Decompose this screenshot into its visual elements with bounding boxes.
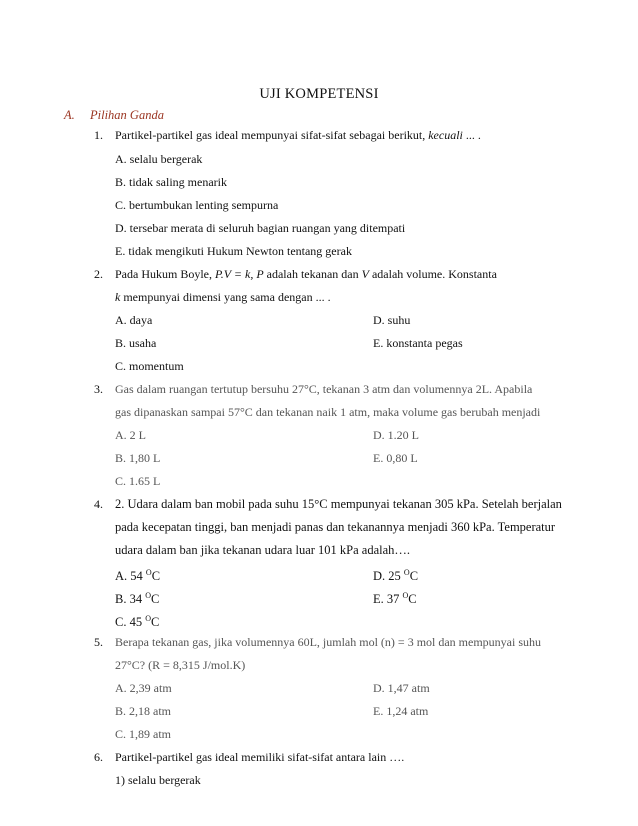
option-value: E. 37 <box>373 592 403 606</box>
option-d: D. tersebar merata di seluruh bagian ruangan yang ditempati <box>115 221 406 235</box>
question-stem-line-2: pada kecepatan tinggi, ban menjadi panas dan tekanannya menjadi 360 kPa. Temperatur <box>115 520 556 534</box>
option-a: A. daya <box>115 313 153 327</box>
question-stem-line-3: udara dalam ban jika tekanan udara luar 101 kPa adalah…. <box>115 543 411 557</box>
option-a: A. 2 L <box>115 428 146 442</box>
question-stem: Partikel-partikel gas ideal memiliki sifat-sifat antara lain …. <box>115 750 405 764</box>
degree-symbol: O <box>402 591 409 600</box>
degree-symbol: O <box>145 614 151 623</box>
option-b <box>115 589 159 606</box>
option-e: E. 0,80 L <box>373 451 418 465</box>
option-b: B. 1,80 L <box>115 451 161 465</box>
question-number: 6. <box>94 750 103 764</box>
stem-text: mempunyai dimensi yang sama dengan ... . <box>120 290 331 304</box>
question-number: 4. <box>94 497 103 511</box>
option-unit: C <box>408 592 417 606</box>
option-value: C. 45 <box>115 615 146 629</box>
option-d: D. suhu <box>373 313 411 327</box>
option-e <box>373 589 417 606</box>
page-title: UJI KOMPETENSI <box>259 86 379 102</box>
option-c: C. 1,89 atm <box>115 727 171 741</box>
question-stem-line-2 <box>115 290 331 304</box>
option-a: A. selalu bergerak <box>115 152 203 166</box>
stem-formula: P.V = k, P <box>215 267 264 281</box>
question-stem <box>115 128 481 142</box>
option-unit: C <box>151 592 160 606</box>
option-b: B. usaha <box>115 336 157 350</box>
option-e: E. tidak mengikuti Hukum Newton tentang gerak <box>115 244 352 258</box>
question-stem-line-2: 27°C? (R = 8,315 J/mol.K) <box>115 658 246 672</box>
degree-symbol: O <box>145 568 152 577</box>
statement-1: 1) selalu bergerak <box>115 773 201 787</box>
question-stem: Berapa tekanan gas, jika volumennya 60L, jumlah mol (n) = 3 mol dan mempunyai suhu <box>115 635 542 649</box>
option-a <box>115 566 160 583</box>
option-e: E. konstanta pegas <box>373 336 463 350</box>
option-d <box>373 566 418 583</box>
question-stem <box>115 267 497 281</box>
option-unit: C <box>151 615 160 629</box>
stem-variable: V <box>361 267 369 281</box>
option-value: B. 34 <box>115 592 146 606</box>
option-unit: C <box>409 569 419 583</box>
degree-symbol: O <box>145 591 151 600</box>
option-c <box>115 612 159 629</box>
option-c: C. momentum <box>115 359 184 373</box>
option-e: E. 1,24 atm <box>373 704 429 718</box>
option-b: B. tidak saling menarik <box>115 175 227 189</box>
question-stem: 2. Udara dalam ban mobil pada suhu 15°C mempunyai tekanan 305 kPa. Setelah berjalan <box>115 497 562 511</box>
stem-emphasis: kecuali <box>428 128 463 142</box>
option-unit: C <box>151 569 161 583</box>
option-d: D. 1,47 atm <box>373 681 430 695</box>
option-value: D. 25 <box>373 569 404 583</box>
stem-text: Partikel-partikel gas ideal mempunyai sifat-sifat sebagai berikut, <box>115 128 429 142</box>
option-a: A. 2,39 atm <box>115 681 172 695</box>
stem-variable: k <box>115 290 121 304</box>
stem-text: ... . <box>462 128 481 142</box>
question-stem: Gas dalam ruangan tertutup bersuhu 27°C, tekanan 3 atm dan volumennya 2L. Apabila <box>115 382 533 396</box>
option-d: D. 1.20 L <box>373 428 419 442</box>
option-b: B. 2,18 atm <box>115 704 171 718</box>
option-c: C. 1.65 L <box>115 474 161 488</box>
section-letter: A. <box>64 108 75 122</box>
stem-text: adalah volume. Konstanta <box>368 267 497 281</box>
option-value: A. 54 <box>115 569 146 583</box>
section-heading <box>64 108 164 123</box>
question-number: 1. <box>94 128 103 142</box>
option-c: C. bertumbukan lenting sempurna <box>115 198 279 212</box>
stem-text: Pada Hukum Boyle, <box>115 267 215 281</box>
question-number: 2. <box>94 267 103 281</box>
question-number: 5. <box>94 635 103 649</box>
stem-text: adalah tekanan dan <box>263 267 362 281</box>
section-label: Pilihan Ganda <box>90 108 164 122</box>
degree-symbol: O <box>403 568 410 577</box>
question-number: 3. <box>94 382 103 396</box>
question-stem-line-2: gas dipanaskan sampai 57°C dan tekanan naik 1 atm, maka volume gas berubah menjadi <box>115 405 541 419</box>
